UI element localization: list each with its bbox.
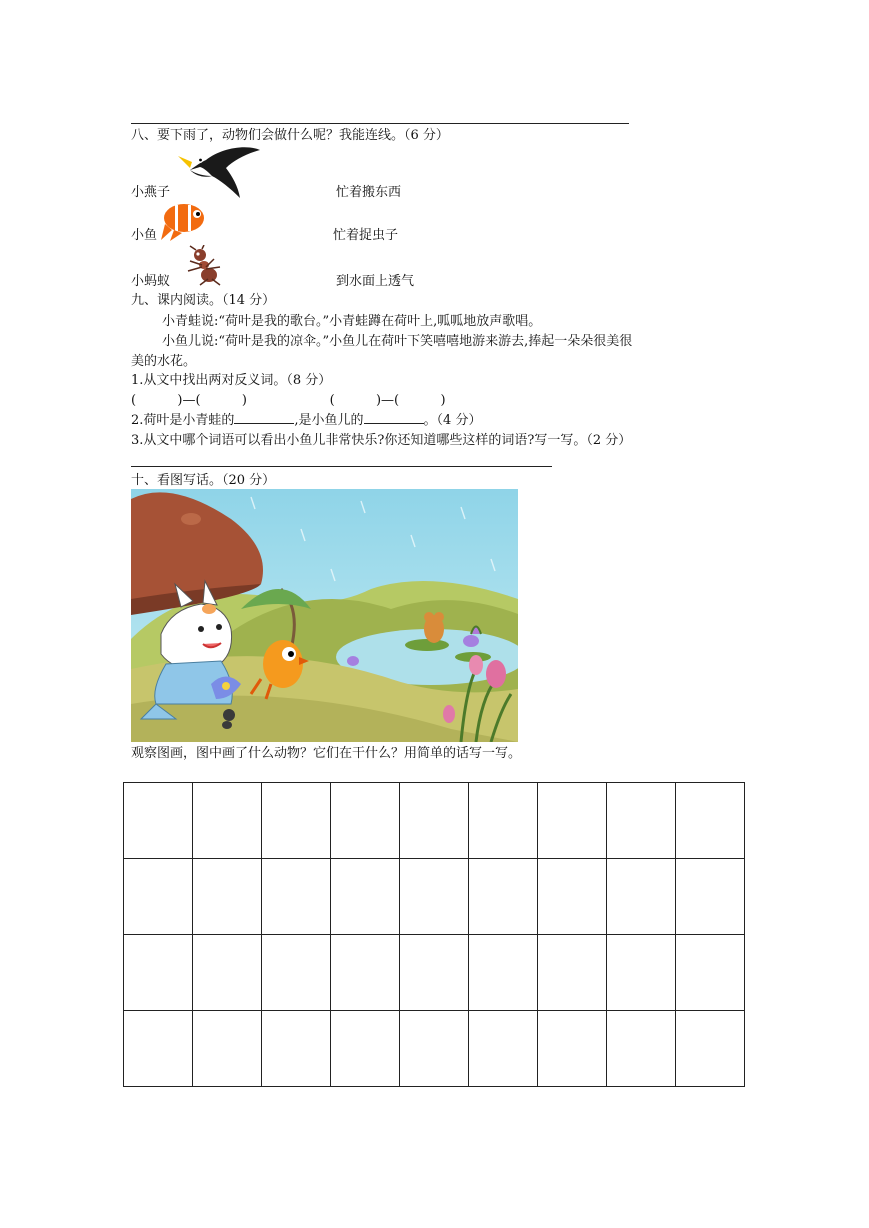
grid-cell[interactable] [607, 1011, 676, 1087]
question-2-part-c: 。（4 分） [423, 413, 482, 428]
top-rule [131, 123, 629, 124]
grid-cell[interactable] [538, 935, 607, 1011]
question-3: 3.从文中哪个词语可以看出小鱼儿非常快乐?你还知道哪些这样的词语?写一写。（2 分） [131, 433, 632, 448]
grid-row [124, 859, 745, 935]
grid-cell[interactable] [331, 1011, 400, 1087]
grid-cell[interactable] [193, 1011, 262, 1087]
grid-cell[interactable] [124, 1011, 193, 1087]
grid-cell[interactable] [676, 859, 745, 935]
grid-cell[interactable] [469, 1011, 538, 1087]
question-2-part-b: ,是小鱼儿的 [294, 413, 364, 428]
grid-cell[interactable] [538, 783, 607, 859]
animal-ant-label: 小蚂蚁 [131, 274, 171, 289]
grid-cell[interactable] [193, 783, 262, 859]
swallow-icon [176, 142, 262, 200]
grid-cell[interactable] [607, 935, 676, 1011]
grid-cell[interactable] [469, 935, 538, 1011]
grid-cell[interactable] [469, 859, 538, 935]
grid-cell[interactable] [400, 1011, 469, 1087]
reading-paragraph-2: 小鱼儿说:“荷叶是我的凉伞。”小鱼儿在荷叶下笑嘻嘻地游来游去,捧起一朵朵很美很 [162, 334, 633, 349]
reading-paragraph-2-cont: 美的水花。 [131, 354, 197, 369]
section10-title: 十、看图写话。（20 分） [131, 473, 276, 488]
grid-cell[interactable] [400, 859, 469, 935]
animal-swallow-label: 小燕子 [131, 185, 171, 200]
grid-cell[interactable] [607, 859, 676, 935]
grid-cell[interactable] [193, 935, 262, 1011]
grid-cell[interactable] [538, 1011, 607, 1087]
writing-grid[interactable] [123, 782, 745, 1087]
section9-title: 九、课内阅读。（14 分） [131, 293, 276, 308]
action-catching-bugs: 忙着捉虫子 [333, 228, 399, 243]
question-2 [131, 413, 481, 429]
grid-cell[interactable] [400, 935, 469, 1011]
clownfish-icon [160, 200, 206, 242]
grid-cell[interactable] [607, 783, 676, 859]
question-2-blank-1[interactable] [234, 423, 294, 424]
grid-cell[interactable] [676, 1011, 745, 1087]
ant-icon [184, 245, 226, 287]
writing-prompt: 观察图画，图中画了什么动物？它们在干什么？用简单的话写一写。 [131, 746, 522, 761]
grid-row [124, 935, 745, 1011]
grid-cell[interactable] [331, 859, 400, 935]
question-2-blank-2[interactable] [364, 423, 424, 424]
grid-cell[interactable] [400, 783, 469, 859]
grid-cell[interactable] [193, 859, 262, 935]
grid-cell[interactable] [262, 1011, 331, 1087]
grid-cell[interactable] [469, 783, 538, 859]
grid-cell[interactable] [262, 783, 331, 859]
question-1: 1.从文中找出两对反义词。（8 分） [131, 373, 332, 388]
question-2-part-a: 2.荷叶是小青蛙的 [131, 413, 235, 428]
grid-row [124, 1011, 745, 1087]
question-3-answer-line[interactable] [131, 466, 552, 467]
grid-cell[interactable] [262, 859, 331, 935]
reading-paragraph-1: 小青蛙说:“荷叶是我的歌台。”小青蛙蹲在荷叶上,呱呱地放声歌唱。 [162, 314, 542, 329]
grid-cell[interactable] [676, 935, 745, 1011]
grid-cell[interactable] [538, 859, 607, 935]
action-moving-things: 忙着搬东西 [336, 185, 402, 200]
grid-cell[interactable] [124, 859, 193, 935]
action-surfacing-for-air: 到水面上透气 [336, 274, 415, 289]
question-1-answer-pairs: ( )—( ) ( )—( ) [131, 393, 446, 408]
grid-cell[interactable] [124, 935, 193, 1011]
grid-row [124, 783, 745, 859]
rainy-day-animals-illustration [131, 489, 518, 742]
grid-cell[interactable] [331, 935, 400, 1011]
grid-cell[interactable] [331, 783, 400, 859]
animal-fish-label: 小鱼 [131, 228, 158, 243]
grid-cell[interactable] [262, 935, 331, 1011]
grid-cell[interactable] [124, 783, 193, 859]
section8-title: 八、要下雨了，动物们会做什么呢？我能连线。（6 分） [131, 128, 449, 143]
grid-cell[interactable] [676, 783, 745, 859]
